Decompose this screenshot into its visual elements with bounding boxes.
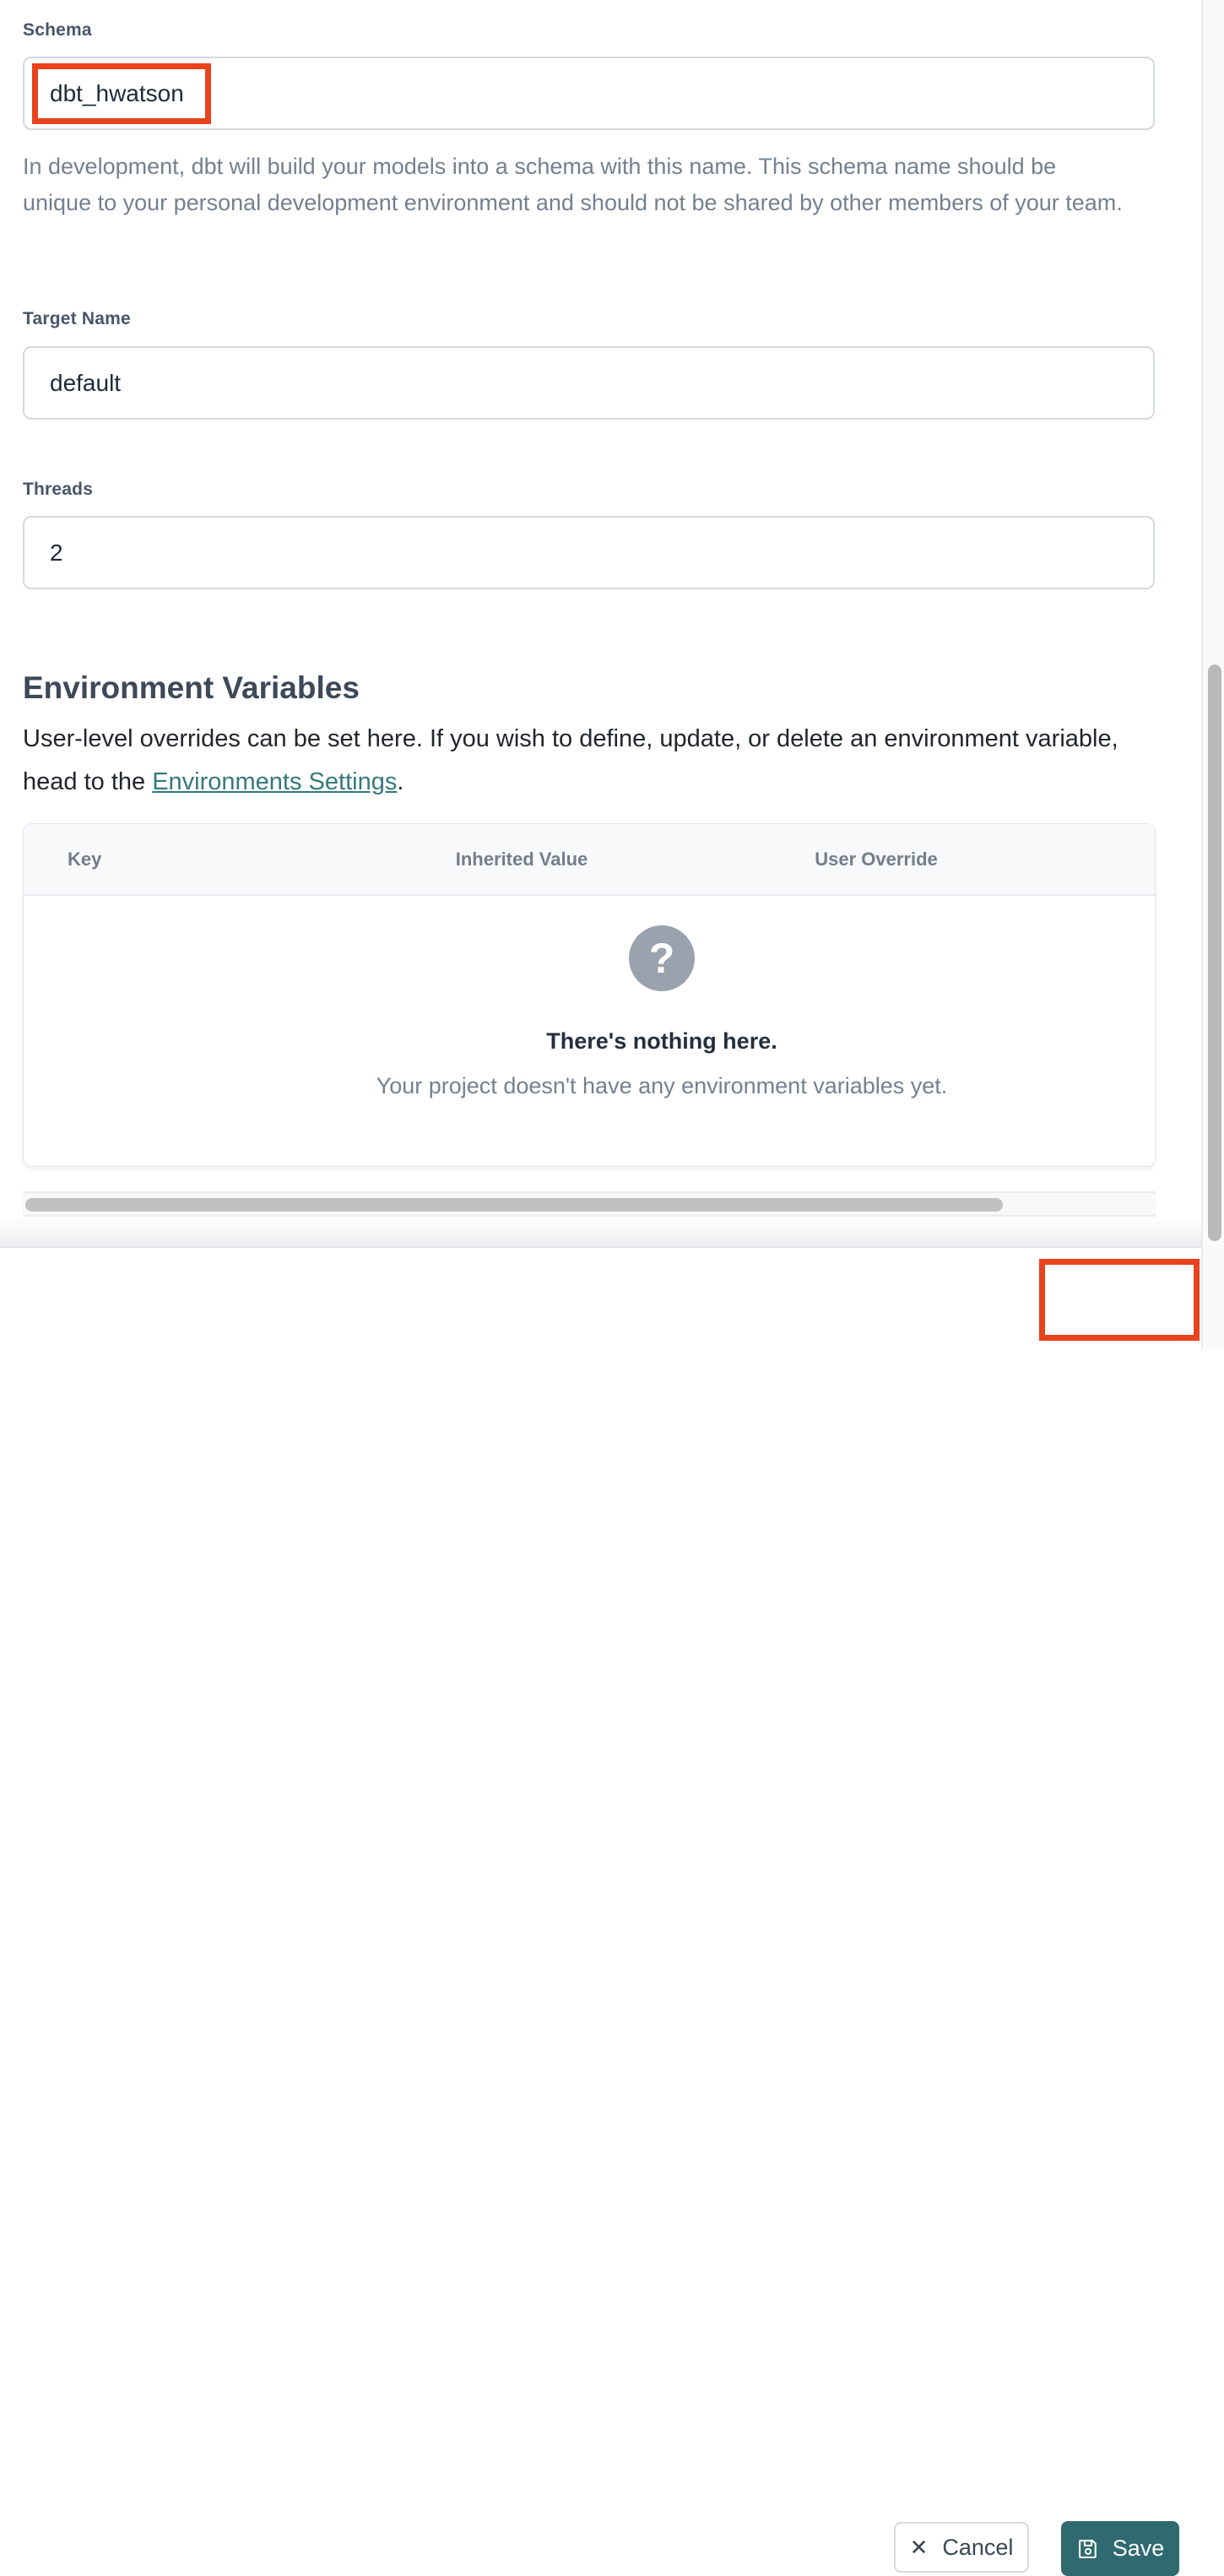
pane-bottom-shadow [0,1217,1201,1248]
target-name-label: Target Name [23,309,131,328]
schema-input-value: dbt_hwatson [50,79,184,106]
threads-input-value: 2 [50,539,63,566]
empty-state-title: There's nothing here. [546,1028,777,1054]
column-header-key: Key [68,848,102,870]
ev-description-text: User-level overrides can be set here. If you wish to define, update, or delete an environment variable, head to the [23,725,1118,795]
table-empty-state [24,925,1156,1099]
schema-input[interactable] [23,57,1155,130]
question-mark-glyph: ? [648,935,675,982]
table-header-row [24,824,1156,896]
target-name-input[interactable] [23,346,1155,420]
close-icon: ✕ [909,2535,929,2560]
horizontal-scrollbar-thumb[interactable] [25,1198,1003,1212]
environments-settings-link[interactable]: Environments Settings [152,768,398,795]
column-header-inherited-value: Inherited Value [455,848,588,870]
environment-variables-title: Environment Variables [23,670,360,705]
cancel-button-label: Cancel [942,2534,1014,2560]
environment-variables-description [23,718,1145,804]
vertical-scrollbar-thumb[interactable] [1208,664,1221,1241]
horizontal-scrollbar[interactable] [23,1191,1156,1217]
environment-variables-table-inner [24,824,1156,1166]
save-button[interactable] [1061,2521,1179,2576]
target-name-input-value: default [50,369,122,396]
save-icon [1076,2537,1100,2561]
empty-state-message: Your project doesn't have any environment variables yet. [376,1073,948,1098]
column-header-user-override: User Override [815,848,938,870]
save-button-label: Save [1112,2535,1165,2561]
schema-description: In development, dbt will build your models into a schema with this name. This schema name should be unique to your personal development environment and should not be shared by other members of your team. [23,154,1123,215]
footer-action-bar [0,1249,1201,2561]
ev-description-period: . [397,768,404,795]
environment-variables-table [23,823,1156,1167]
threads-input[interactable] [23,516,1155,589]
cancel-button[interactable] [894,2522,1029,2573]
vertical-scrollbar[interactable] [1201,0,1224,1349]
question-mark-icon [629,925,695,991]
schema-label: Schema [23,20,92,40]
threads-label: Threads [23,480,94,499]
